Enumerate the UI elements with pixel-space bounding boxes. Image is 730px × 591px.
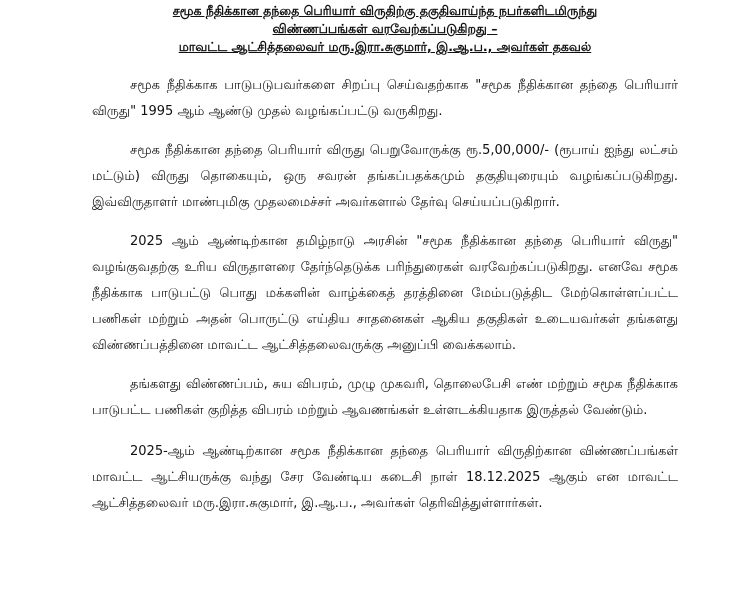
document-title [92,0,678,56]
paragraph-prize [92,138,678,216]
title-line-1: சமூக நீதிக்கான தந்தை பெரியார் விருதிற்கு தகுதிவாய்ந்த நபர்களிடமிருந்து [172,3,598,18]
paragraph-requirements [92,372,678,424]
paragraph-call-for-nominations [92,229,678,359]
title-line-2: விண்ணப்பங்கள் வரவேற்கப்படுகிறது – [272,21,498,36]
paragraph-history [92,73,678,125]
paragraph-deadline [92,439,678,517]
paragraph-prize-text: சமூக நீதிக்கான தந்தை பெரியார் விருது பெறுவோருக்கு ரூ.5,00,000/- (ரூபாய் ஐந்து லட்சம் மட்டும்) விருது தொகையும், ஒரு சவரன் தங்கப்பதக்கமும் தகுதியுரையும் வழங்கப்படுகிறது. இவ்விருதாளர் மாண்புமிகு முதலமைச்சர் அவர்களால் தேர்வு செய்யப்படுகிறார். [92,143,678,210]
paragraph-call-text: 2025 ஆம் ஆண்டிற்கான தமிழ்நாடு அரசின் "சமூக நீதிக்கான தந்தை பெரியார் விருது" வழங்குவதற்கு உரிய விருதாளரை தேர்ந்தெடுக்க பரிந்துரைகள் வரவேற்கப்படுகிறது. எனவே சமூக நீதிக்காக பாடுபட்டு பொது மக்களின் வாழ்க்கைத் தரத்தினை மேம்படுத்திட மேற்கொள்ளப்பட்ட பணிகள் மற்றும் அதன் பொருட்டு எய்திய சாதனைகள் ஆகிய தகுதிகள் உடையவர்கள் தங்களது விண்ணப்பத்தினை மாவட்ட ஆட்சித்தலைவருக்கு அனுப்பி வைக்கலாம். [92,234,678,353]
paragraph-history-text: சமூக நீதிக்காக பாடுபடுபவர்களை சிறப்பு செய்வதற்காக "சமூக நீதிக்கான தந்தை பெரியார் விருது" 1995 ஆம் ஆண்டு முதல் வழங்கப்பட்டு வருகிறது. [92,78,678,119]
paragraph-requirements-text: தங்களது விண்ணப்பம், சுய விபரம், முழு முகவரி, தொலைபேசி எண் மற்றும் சமூக நீதிக்காக பாடுபட்ட பணிகள் குறித்த விபரம் மற்றும் ஆவணங்கள் உள்ளடக்கியதாக இருத்தல் வேண்டும். [92,377,678,418]
paragraph-deadline-text: 2025-ஆம் ஆண்டிற்கான சமூக நீதிக்கான தந்தை பெரியார் விருதிற்கான விண்ணப்பங்கள் மாவட்ட ஆட்சியருக்கு வந்து சேர வேண்டிய கடைசி நாள் 18.12.2025 ஆகும் என மாவட்ட ஆட்சித்தலைவர் மரு.இரா.சுகுமார், இ.ஆ.ப., அவர்கள் தெரிவித்துள்ளார்கள். [92,444,678,511]
title-line-3: மாவட்ட ஆட்சித்தலைவர் மரு.இரா.சுகுமார், இ.ஆ.ப., அவர்கள் தகவல் [178,39,592,54]
